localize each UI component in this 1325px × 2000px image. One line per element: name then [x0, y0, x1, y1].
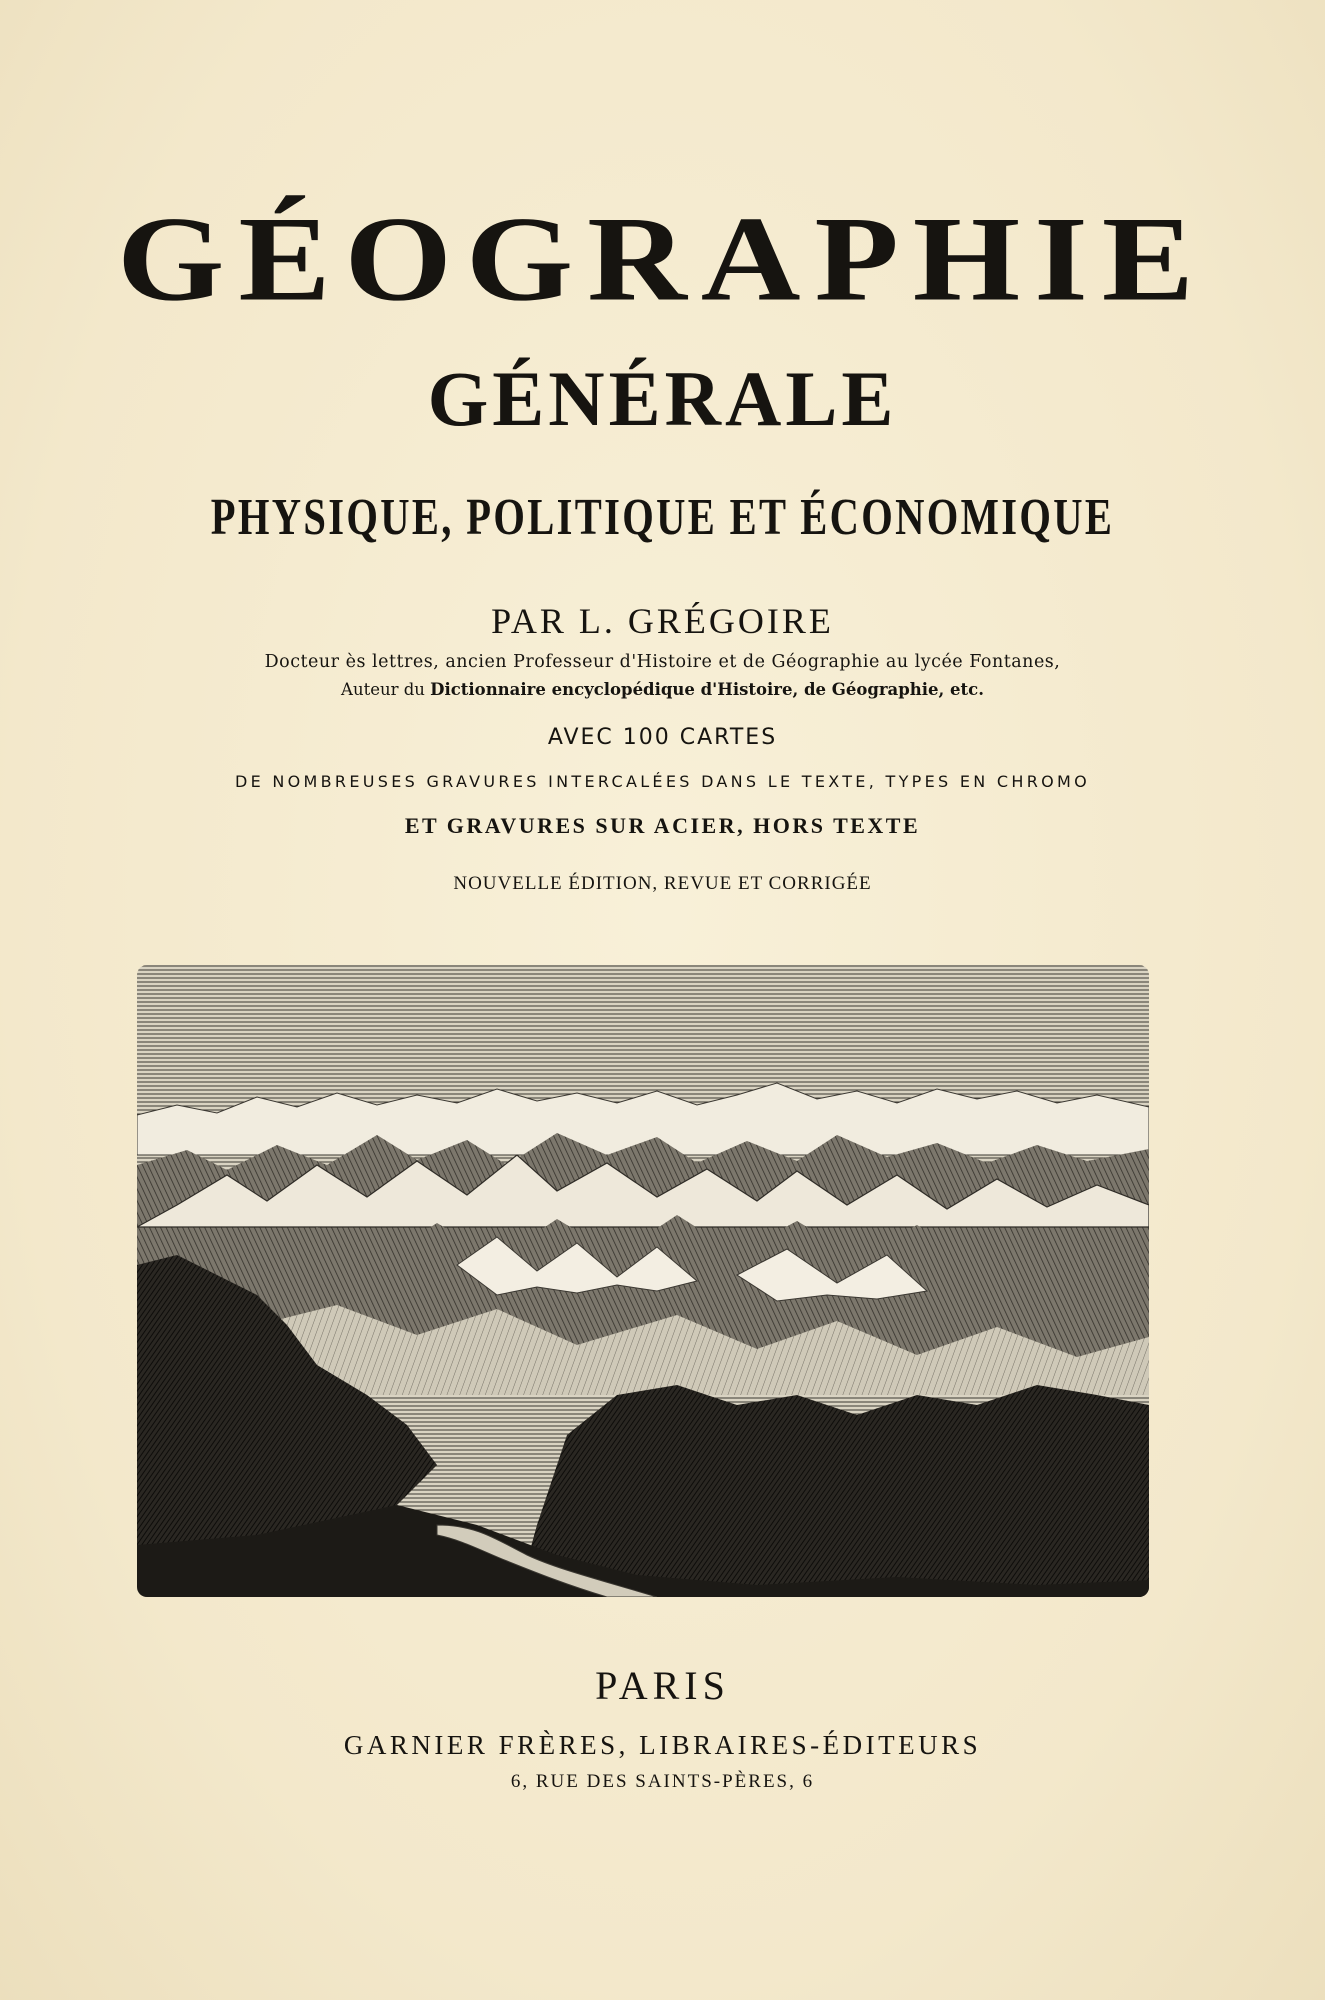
- edition-note: NOUVELLE ÉDITION, REVUE ET CORRIGÉE: [453, 873, 872, 894]
- steel-engravings-note: ET GRAVURES SUR ACIER, HORS TEXTE: [404, 813, 921, 838]
- book-subtitle: PHYSIQUE, POLITIQUE ET ÉCONOMIQUE: [210, 489, 1115, 546]
- author-byline: PAR L. GRÉGOIRE: [491, 601, 834, 641]
- imprint-address: 6, RUE DES SAINTS-PÈRES, 6: [510, 1771, 815, 1792]
- author-credentials-line2: [0, 682, 1325, 699]
- book-title-secondary: GÉNÉRALE: [427, 355, 898, 442]
- book-title: GÉOGRAPHIE: [117, 191, 1208, 326]
- credentials-prefix: Auteur du: [341, 680, 431, 699]
- foreground-rocks-right: [517, 1385, 1149, 1597]
- dictionary-title: Dictionnaire encyclopédique d'Histoire, de Géographie, etc.: [430, 680, 984, 699]
- engravings-note: DE NOMBREUSES GRAVURES INTERCALÉES DANS LE TEXTE, TYPES EN CHROMO: [234, 772, 1091, 791]
- mountain-engraving: [137, 965, 1149, 1597]
- author-credentials-line1: Docteur ès lettres, ancien Professeur d'Histoire et de Géographie au lycée Fontanes,: [264, 652, 1061, 672]
- maps-count: AVEC 100 CARTES: [547, 725, 778, 750]
- imprint-city: PARIS: [595, 1663, 730, 1708]
- imprint-publisher: GARNIER FRÈRES, LIBRAIRES-ÉDITEURS: [343, 1730, 982, 1760]
